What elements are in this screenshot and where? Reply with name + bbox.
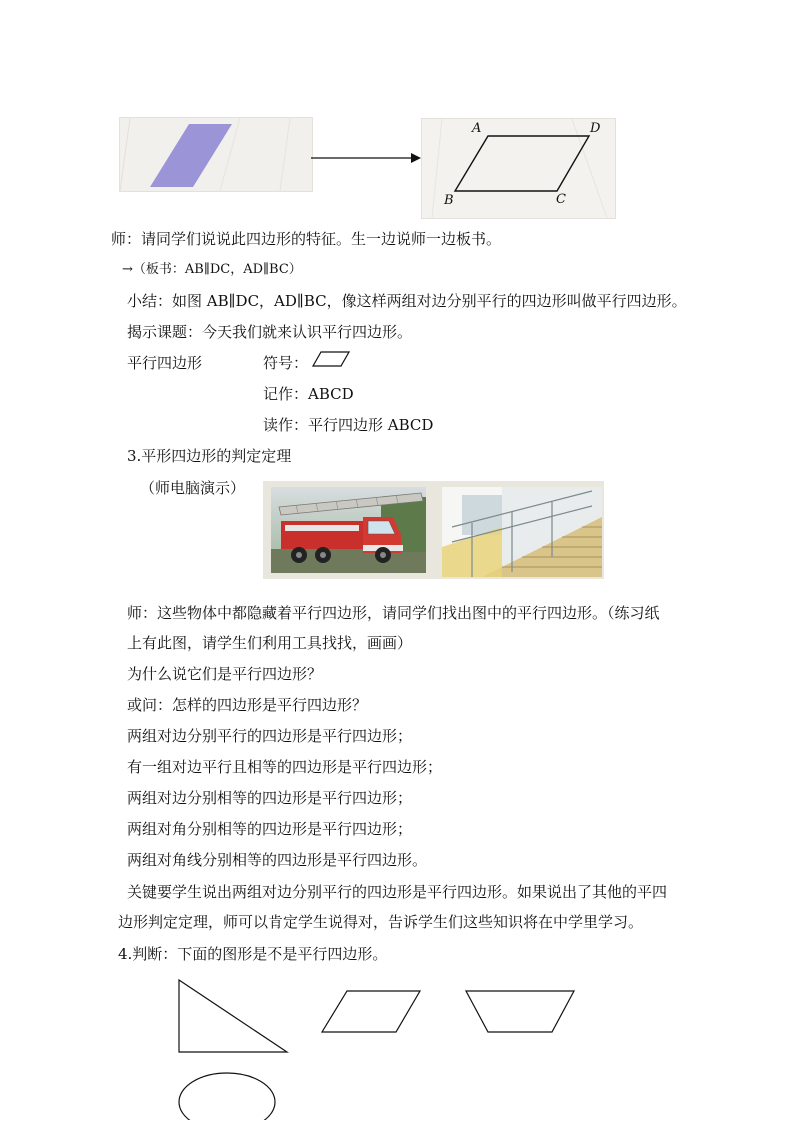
parallelogram-symbol-icon	[311, 351, 351, 367]
rule-2: 有一组对边平行且相等的四边形是平行四边形；	[127, 758, 443, 776]
transform-arrow	[311, 151, 421, 165]
fire-truck-photo	[271, 487, 426, 573]
board-note-line: →（板书：AB∥DC，AD∥BC）	[122, 262, 302, 277]
rule-3: 两组对边分别相等的四边形是平行四边形；	[127, 789, 413, 807]
key-point-line-1: 关键要学生说出两组对边分别平行的四边形是平行四边形。如果说出了其他的平四	[127, 883, 668, 901]
demo-note: （师电脑演示）	[140, 479, 246, 497]
symbol-label: 符号：	[263, 354, 309, 372]
trapezoid-shape	[466, 991, 574, 1032]
summary-line: 小结：如图 AB∥DC，AD∥BC，像这样两组对边分别平行的四边形叫做平行四边形。	[127, 292, 687, 310]
rule-1: 两组对边分别平行的四边形是平行四边形；	[127, 727, 413, 745]
parallelogram-shape	[322, 991, 420, 1032]
labeled-parallelogram-diagram	[421, 118, 616, 219]
read-as-line: 读作：平行四边形 ABCD	[263, 416, 434, 434]
section-4-heading: 4.判断：下面的图形是不是平行四边形。	[118, 945, 388, 963]
rule-4: 两组对角分别相等的四边形是平行四边形；	[127, 820, 413, 838]
reveal-topic-line: 揭示课题：今天我们就来认识平行四边形。	[127, 323, 413, 341]
ellipse-shape	[179, 1073, 275, 1120]
vertex-label-b: B	[444, 193, 454, 208]
staircase-photo	[442, 487, 602, 577]
vertex-label-a: A	[472, 121, 482, 136]
term-parallelogram: 平行四边形	[127, 354, 203, 372]
key-point-line-2: 边形判定定理，师可以肯定学生说得对，告诉学生们这些知识将在中学里学习。	[118, 913, 644, 931]
parallelogram-abcd	[455, 136, 589, 191]
teacher-intro-line: 师：请同学们说说此四边形的特征。生一边说师一边板书。	[111, 230, 502, 248]
teacher-find-line-1: 师：这些物体中都隐藏着平行四边形，请同学们找出图中的平行四边形。（练习纸	[127, 604, 660, 622]
shaded-parallelogram	[150, 124, 232, 187]
shaded-parallelogram-photo	[119, 117, 313, 192]
vertex-label-d: D	[590, 121, 601, 136]
judgement-shapes	[170, 975, 590, 1120]
section-3-heading: 3.平形四边形的判定定理	[127, 447, 292, 465]
vertex-label-c: C	[556, 192, 566, 207]
or-ask-question: 或问：怎样的四边形是平行四边形？	[127, 696, 368, 714]
write-as-line: 记作：ABCD	[263, 385, 354, 403]
right-triangle-shape	[179, 980, 287, 1052]
why-question: 为什么说它们是平行四边形？	[127, 665, 323, 683]
rule-5: 两组对角线分别相等的四边形是平行四边形。	[127, 851, 428, 869]
teacher-find-line-2: 上有此图，请学生们利用工具找找，画画）	[127, 634, 413, 652]
